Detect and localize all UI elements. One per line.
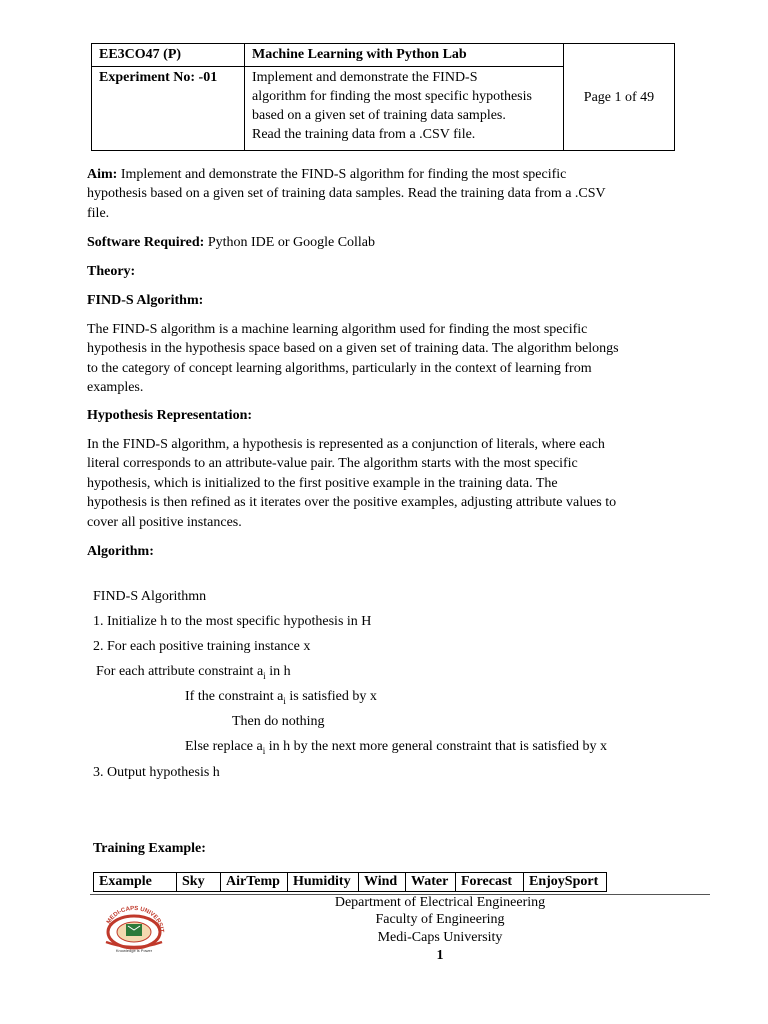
experiment-desc-line: algorithm for finding the most specific hypothesis	[252, 89, 532, 105]
finds-paragraph	[87, 320, 687, 398]
algorithm-step-2: 2. For each positive training instance x	[93, 639, 311, 654]
algorithm-step-2b	[185, 689, 377, 705]
algorithm-title: FIND-S Algorithmn	[93, 589, 207, 604]
footer-department: Department of Electrical Engineering	[334, 895, 546, 910]
column-header: Sky	[177, 873, 221, 892]
software-required	[87, 233, 687, 252]
experiment-desc-line: based on a given set of training data samples.	[252, 108, 506, 124]
training-table	[93, 872, 607, 892]
finds-heading: FIND-S Algorithm:	[87, 293, 204, 308]
column-header: AirTemp	[221, 873, 288, 892]
header-table	[91, 43, 675, 151]
step-text: For each attribute constraint a	[96, 664, 264, 679]
algorithm-heading: Algorithm:	[87, 544, 154, 559]
training-header-row	[94, 873, 607, 892]
course-code: EE3CO47 (P)	[92, 44, 245, 67]
software-label: Software Required:	[87, 235, 205, 250]
aim-paragraph	[87, 165, 687, 223]
finds-line: The FIND-S algorithm is a machine learning algorithm used for finding the most specific	[87, 322, 588, 337]
hypothesis-line: hypothesis is then refined as it iterates over the positive examples, adjusting attribute values to	[87, 495, 617, 511]
column-header: EnjoySport	[524, 873, 607, 892]
algorithm-step-1: 1. Initialize h to the most specific hypothesis in H	[93, 614, 372, 629]
finds-line: to the category of concept learning algorithms, particularly in the context of learning from	[87, 360, 592, 376]
algorithm-step-3: 3. Output hypothesis h	[93, 765, 220, 780]
finds-line: examples.	[87, 380, 144, 396]
footer-page-number: 1	[436, 948, 444, 963]
step-text: If the constraint a	[185, 689, 284, 704]
hypothesis-heading: Hypothesis Representation:	[87, 408, 253, 423]
course-title: Machine Learning with Python Lab	[245, 44, 564, 67]
step-text: Else replace a	[185, 739, 263, 754]
step-subscript: i	[283, 695, 286, 706]
step-text: is satisfied by x	[285, 689, 377, 704]
aim-label: Aim:	[87, 167, 118, 182]
experiment-desc-line: Implement and demonstrate the FIND-S	[252, 70, 478, 86]
experiment-number: Experiment No: -01	[92, 67, 245, 151]
logo-tagline: Knowledge is Power	[115, 948, 153, 953]
column-header: Wind	[359, 873, 406, 892]
column-header: Forecast	[456, 873, 524, 892]
aim-line: hypothesis based on a given set of training data samples. Read the training data from a .CSV	[87, 186, 606, 202]
aim-line: file.	[87, 205, 110, 221]
hypothesis-line: hypothesis, which is initialized to the first positive example in the training data. The	[87, 475, 558, 491]
algorithm-step-2d	[185, 739, 607, 755]
step-subscript: i	[262, 745, 266, 756]
step-text: in h	[265, 664, 291, 679]
column-header: Example	[94, 873, 177, 892]
software-value: Python IDE or Google Collab	[204, 235, 376, 250]
column-header: Humidity	[288, 873, 359, 892]
medi-caps-logo-icon	[98, 904, 170, 954]
training-heading: Training Example:	[93, 841, 206, 856]
page-label: Page 1 of 49	[564, 44, 675, 151]
hypothesis-line: literal corresponds to an attribute-value pair. The algorithm starts with the most specific	[87, 456, 578, 472]
column-header: Water	[406, 873, 456, 892]
experiment-desc-line: Read the training data from a .CSV file.	[252, 127, 476, 143]
experiment-description	[245, 67, 564, 151]
university-logo	[98, 904, 170, 954]
theory-heading: Theory:	[87, 264, 136, 279]
algorithm-step-2c: Then do nothing	[232, 714, 325, 729]
step-text: in h by the next more general constraint that is satisfied by x	[265, 739, 607, 754]
hypothesis-line: In the FIND-S algorithm, a hypothesis is represented as a conjunction of literals, where each	[87, 437, 605, 452]
aim-line: Implement and demonstrate the FIND-S algorithm for finding the most specific	[117, 167, 567, 182]
logo-text: MEDI-CAPS UNIVERSIT	[106, 905, 165, 933]
hypothesis-paragraph	[87, 435, 687, 532]
footer-faculty: Faculty of Engineering	[375, 912, 505, 927]
step-subscript: i	[263, 670, 266, 681]
hypothesis-line: cover all positive instances.	[87, 514, 242, 530]
algorithm-step-2a	[96, 664, 291, 680]
footer-university: Medi-Caps University	[377, 930, 503, 945]
finds-line: hypothesis in the hypothesis space based on a given set of training data. The algorithm belongs	[87, 341, 619, 357]
